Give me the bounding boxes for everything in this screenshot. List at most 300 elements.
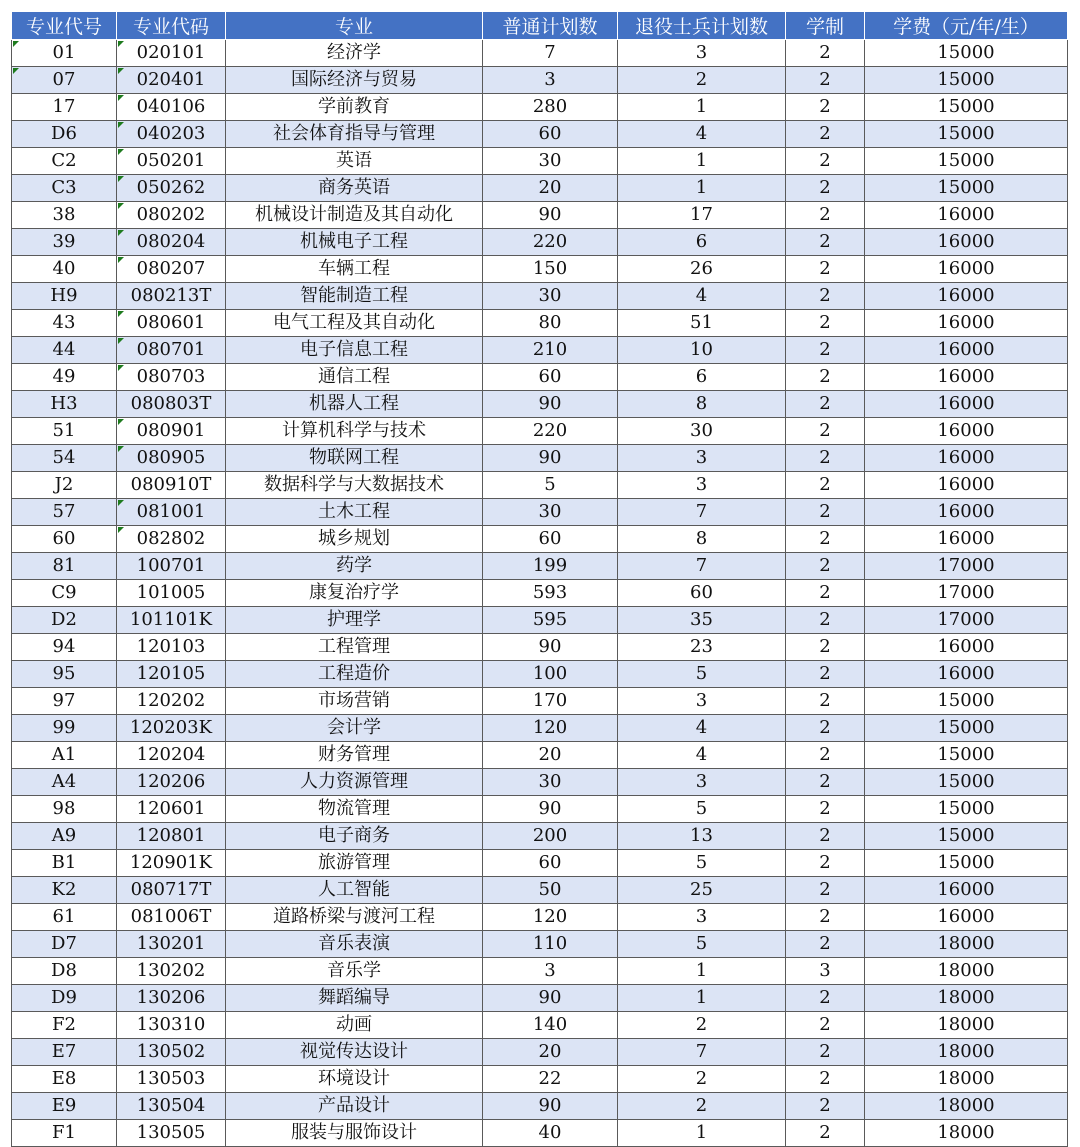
major-name-cell: 护理学 <box>226 607 483 634</box>
tuition-cell: 18000 <box>865 1093 1068 1120</box>
table-row <box>12 364 1068 391</box>
major-code-cell: 080213T <box>117 283 226 310</box>
major-id-cell: 99 <box>12 715 117 742</box>
major-name-cell: 动画 <box>226 1012 483 1039</box>
duration-cell: 2 <box>786 823 865 850</box>
regular-plan-cell: 110 <box>483 931 618 958</box>
major-code-cell: 120202 <box>117 688 226 715</box>
regular-plan-cell: 7 <box>483 40 618 67</box>
major-code-cell: 040203 <box>117 121 226 148</box>
duration-cell: 2 <box>786 175 865 202</box>
major-id-cell: 61 <box>12 904 117 931</box>
duration-cell: 2 <box>786 715 865 742</box>
tuition-cell: 16000 <box>865 256 1068 283</box>
table-row <box>12 931 1068 958</box>
major-name-cell: 市场营销 <box>226 688 483 715</box>
duration-cell: 2 <box>786 202 865 229</box>
veteran-plan-cell: 6 <box>618 364 786 391</box>
major-name-cell: 产品设计 <box>226 1093 483 1120</box>
admission-plan-table <box>11 11 1068 1147</box>
regular-plan-cell: 30 <box>483 148 618 175</box>
duration-cell: 2 <box>786 985 865 1012</box>
veteran-plan-cell: 4 <box>618 121 786 148</box>
duration-cell: 2 <box>786 256 865 283</box>
duration-cell: 2 <box>786 229 865 256</box>
regular-plan-cell: 60 <box>483 526 618 553</box>
major-code-cell: 120801 <box>117 823 226 850</box>
table-row <box>12 94 1068 121</box>
major-id-cell: B1 <box>12 850 117 877</box>
major-code-cell: 081001 <box>117 499 226 526</box>
regular-plan-cell: 140 <box>483 1012 618 1039</box>
table-row <box>12 121 1068 148</box>
major-code-cell: 050201 <box>117 148 226 175</box>
table-row <box>12 175 1068 202</box>
major-code-cell: 100701 <box>117 553 226 580</box>
major-id-cell: 51 <box>12 418 117 445</box>
duration-cell: 2 <box>786 1120 865 1147</box>
regular-plan-cell: 90 <box>483 202 618 229</box>
veteran-plan-cell: 23 <box>618 634 786 661</box>
tuition-cell: 16000 <box>865 391 1068 418</box>
tuition-cell: 18000 <box>865 1066 1068 1093</box>
table-row <box>12 256 1068 283</box>
table-row <box>12 1066 1068 1093</box>
regular-plan-cell: 30 <box>483 769 618 796</box>
regular-plan-cell: 22 <box>483 1066 618 1093</box>
veteran-plan-cell: 1 <box>618 94 786 121</box>
veteran-plan-cell: 1 <box>618 985 786 1012</box>
major-name-cell: 工程造价 <box>226 661 483 688</box>
major-id-cell: 39 <box>12 229 117 256</box>
major-code-cell: 130502 <box>117 1039 226 1066</box>
veteran-plan-cell: 5 <box>618 796 786 823</box>
major-id-cell: 81 <box>12 553 117 580</box>
table-row <box>12 229 1068 256</box>
header-row <box>12 12 1068 40</box>
major-code-cell: 120203K <box>117 715 226 742</box>
tuition-cell: 16000 <box>865 634 1068 661</box>
major-code-cell: 130503 <box>117 1066 226 1093</box>
major-code-cell: 080207 <box>117 256 226 283</box>
duration-cell: 2 <box>786 1093 865 1120</box>
header-major-code: 专业代码 <box>117 12 226 40</box>
major-id-cell: 40 <box>12 256 117 283</box>
tuition-cell: 16000 <box>865 337 1068 364</box>
header-tuition: 学费（元/年/生） <box>865 12 1068 40</box>
regular-plan-cell: 50 <box>483 877 618 904</box>
major-id-cell: 44 <box>12 337 117 364</box>
table-row <box>12 742 1068 769</box>
major-id-cell: C9 <box>12 580 117 607</box>
table-row <box>12 337 1068 364</box>
major-name-cell: 药学 <box>226 553 483 580</box>
duration-cell: 2 <box>786 580 865 607</box>
duration-cell: 2 <box>786 526 865 553</box>
regular-plan-cell: 200 <box>483 823 618 850</box>
major-name-cell: 社会体育指导与管理 <box>226 121 483 148</box>
table-row <box>12 499 1068 526</box>
duration-cell: 2 <box>786 688 865 715</box>
regular-plan-cell: 20 <box>483 175 618 202</box>
veteran-plan-cell: 4 <box>618 715 786 742</box>
regular-plan-cell: 210 <box>483 337 618 364</box>
regular-plan-cell: 199 <box>483 553 618 580</box>
duration-cell: 2 <box>786 904 865 931</box>
tuition-cell: 16000 <box>865 202 1068 229</box>
tuition-cell: 18000 <box>865 985 1068 1012</box>
table-row <box>12 67 1068 94</box>
veteran-plan-cell: 13 <box>618 823 786 850</box>
table-row <box>12 769 1068 796</box>
tuition-cell: 18000 <box>865 958 1068 985</box>
major-id-cell: C2 <box>12 148 117 175</box>
regular-plan-cell: 60 <box>483 850 618 877</box>
major-name-cell: 学前教育 <box>226 94 483 121</box>
major-name-cell: 环境设计 <box>226 1066 483 1093</box>
tuition-cell: 15000 <box>865 823 1068 850</box>
veteran-plan-cell: 1 <box>618 1120 786 1147</box>
duration-cell: 2 <box>786 769 865 796</box>
veteran-plan-cell: 3 <box>618 445 786 472</box>
major-id-cell: E9 <box>12 1093 117 1120</box>
duration-cell: 2 <box>786 1012 865 1039</box>
table-row <box>12 310 1068 337</box>
regular-plan-cell: 90 <box>483 1093 618 1120</box>
major-name-cell: 国际经济与贸易 <box>226 67 483 94</box>
tuition-cell: 16000 <box>865 472 1068 499</box>
duration-cell: 2 <box>786 1039 865 1066</box>
major-code-cell: 080901 <box>117 418 226 445</box>
tuition-cell: 17000 <box>865 607 1068 634</box>
duration-cell: 2 <box>786 607 865 634</box>
major-name-cell: 会计学 <box>226 715 483 742</box>
header-major-id: 专业代号 <box>12 12 117 40</box>
table-row <box>12 958 1068 985</box>
tuition-cell: 15000 <box>865 796 1068 823</box>
table-row <box>12 850 1068 877</box>
regular-plan-cell: 80 <box>483 310 618 337</box>
major-code-cell: 120901K <box>117 850 226 877</box>
major-id-cell: K2 <box>12 877 117 904</box>
table-body <box>12 40 1068 1147</box>
table-row <box>12 904 1068 931</box>
veteran-plan-cell: 7 <box>618 1039 786 1066</box>
major-id-cell: C3 <box>12 175 117 202</box>
regular-plan-cell: 3 <box>483 67 618 94</box>
duration-cell: 2 <box>786 931 865 958</box>
major-name-cell: 物联网工程 <box>226 445 483 472</box>
veteran-plan-cell: 4 <box>618 283 786 310</box>
major-name-cell: 旅游管理 <box>226 850 483 877</box>
table-row <box>12 1120 1068 1147</box>
tuition-cell: 16000 <box>865 661 1068 688</box>
regular-plan-cell: 30 <box>483 499 618 526</box>
major-name-cell: 计算机科学与技术 <box>226 418 483 445</box>
regular-plan-cell: 90 <box>483 445 618 472</box>
major-code-cell: 080717T <box>117 877 226 904</box>
veteran-plan-cell: 1 <box>618 958 786 985</box>
major-name-cell: 道路桥梁与渡河工程 <box>226 904 483 931</box>
duration-cell: 2 <box>786 148 865 175</box>
table-row <box>12 634 1068 661</box>
tuition-cell: 15000 <box>865 175 1068 202</box>
major-code-cell: 130505 <box>117 1120 226 1147</box>
major-code-cell: 130504 <box>117 1093 226 1120</box>
table-row <box>12 391 1068 418</box>
major-name-cell: 音乐学 <box>226 958 483 985</box>
major-id-cell: 43 <box>12 310 117 337</box>
veteran-plan-cell: 3 <box>618 472 786 499</box>
major-code-cell: 080803T <box>117 391 226 418</box>
major-name-cell: 通信工程 <box>226 364 483 391</box>
major-name-cell: 服装与服饰设计 <box>226 1120 483 1147</box>
veteran-plan-cell: 3 <box>618 40 786 67</box>
tuition-cell: 15000 <box>865 148 1068 175</box>
major-code-cell: 130310 <box>117 1012 226 1039</box>
major-code-cell: 120105 <box>117 661 226 688</box>
veteran-plan-cell: 2 <box>618 67 786 94</box>
major-id-cell: D9 <box>12 985 117 1012</box>
table-row <box>12 1093 1068 1120</box>
tuition-cell: 16000 <box>865 364 1068 391</box>
veteran-plan-cell: 60 <box>618 580 786 607</box>
major-code-cell: 120204 <box>117 742 226 769</box>
tuition-cell: 17000 <box>865 553 1068 580</box>
tuition-cell: 16000 <box>865 445 1068 472</box>
major-id-cell: E7 <box>12 1039 117 1066</box>
veteran-plan-cell: 6 <box>618 229 786 256</box>
duration-cell: 2 <box>786 391 865 418</box>
veteran-plan-cell: 1 <box>618 148 786 175</box>
major-name-cell: 机器人工程 <box>226 391 483 418</box>
major-code-cell: 040106 <box>117 94 226 121</box>
regular-plan-cell: 593 <box>483 580 618 607</box>
table-row <box>12 472 1068 499</box>
header-duration: 学制 <box>786 12 865 40</box>
major-id-cell: 94 <box>12 634 117 661</box>
table-row <box>12 40 1068 67</box>
regular-plan-cell: 20 <box>483 1039 618 1066</box>
veteran-plan-cell: 10 <box>618 337 786 364</box>
duration-cell: 2 <box>786 850 865 877</box>
duration-cell: 2 <box>786 40 865 67</box>
table-row <box>12 445 1068 472</box>
major-code-cell: 081006T <box>117 904 226 931</box>
table-row <box>12 148 1068 175</box>
table-row <box>12 418 1068 445</box>
regular-plan-cell: 60 <box>483 121 618 148</box>
regular-plan-cell: 595 <box>483 607 618 634</box>
regular-plan-cell: 150 <box>483 256 618 283</box>
major-name-cell: 人力资源管理 <box>226 769 483 796</box>
table-row <box>12 1012 1068 1039</box>
veteran-plan-cell: 25 <box>618 877 786 904</box>
major-id-cell: 97 <box>12 688 117 715</box>
veteran-plan-cell: 5 <box>618 931 786 958</box>
duration-cell: 2 <box>786 337 865 364</box>
veteran-plan-cell: 4 <box>618 742 786 769</box>
major-id-cell: 60 <box>12 526 117 553</box>
major-code-cell: 050262 <box>117 175 226 202</box>
veteran-plan-cell: 3 <box>618 904 786 931</box>
tuition-cell: 16000 <box>865 877 1068 904</box>
major-id-cell: 17 <box>12 94 117 121</box>
major-name-cell: 电子商务 <box>226 823 483 850</box>
veteran-plan-cell: 5 <box>618 850 786 877</box>
regular-plan-cell: 170 <box>483 688 618 715</box>
table-row <box>12 985 1068 1012</box>
duration-cell: 2 <box>786 499 865 526</box>
veteran-plan-cell: 17 <box>618 202 786 229</box>
tuition-cell: 16000 <box>865 499 1068 526</box>
major-code-cell: 101005 <box>117 580 226 607</box>
regular-plan-cell: 100 <box>483 661 618 688</box>
tuition-cell: 17000 <box>865 580 1068 607</box>
major-id-cell: F1 <box>12 1120 117 1147</box>
regular-plan-cell: 90 <box>483 985 618 1012</box>
major-name-cell: 音乐表演 <box>226 931 483 958</box>
major-code-cell: 120601 <box>117 796 226 823</box>
major-code-cell: 080701 <box>117 337 226 364</box>
tuition-cell: 16000 <box>865 418 1068 445</box>
tuition-cell: 18000 <box>865 931 1068 958</box>
major-id-cell: 49 <box>12 364 117 391</box>
table-row <box>12 688 1068 715</box>
major-code-cell: 080202 <box>117 202 226 229</box>
major-code-cell: 130202 <box>117 958 226 985</box>
major-id-cell: 98 <box>12 796 117 823</box>
duration-cell: 3 <box>786 958 865 985</box>
regular-plan-cell: 120 <box>483 904 618 931</box>
duration-cell: 2 <box>786 418 865 445</box>
major-name-cell: 电子信息工程 <box>226 337 483 364</box>
major-name-cell: 经济学 <box>226 40 483 67</box>
major-code-cell: 020101 <box>117 40 226 67</box>
tuition-cell: 18000 <box>865 1120 1068 1147</box>
major-code-cell: 080601 <box>117 310 226 337</box>
major-name-cell: 人工智能 <box>226 877 483 904</box>
veteran-plan-cell: 26 <box>618 256 786 283</box>
major-id-cell: D6 <box>12 121 117 148</box>
duration-cell: 2 <box>786 796 865 823</box>
major-name-cell: 电气工程及其自动化 <box>226 310 483 337</box>
duration-cell: 2 <box>786 742 865 769</box>
table-row <box>12 796 1068 823</box>
regular-plan-cell: 280 <box>483 94 618 121</box>
regular-plan-cell: 3 <box>483 958 618 985</box>
table-row <box>12 823 1068 850</box>
header-veteran-plan: 退役士兵计划数 <box>618 12 786 40</box>
major-name-cell: 机械设计制造及其自动化 <box>226 202 483 229</box>
regular-plan-cell: 40 <box>483 1120 618 1147</box>
veteran-plan-cell: 3 <box>618 688 786 715</box>
regular-plan-cell: 220 <box>483 418 618 445</box>
veteran-plan-cell: 8 <box>618 526 786 553</box>
regular-plan-cell: 120 <box>483 715 618 742</box>
tuition-cell: 15000 <box>865 67 1068 94</box>
duration-cell: 2 <box>786 121 865 148</box>
major-code-cell: 080204 <box>117 229 226 256</box>
tuition-cell: 16000 <box>865 904 1068 931</box>
duration-cell: 2 <box>786 553 865 580</box>
major-id-cell: 07 <box>12 67 117 94</box>
duration-cell: 2 <box>786 364 865 391</box>
major-code-cell: 120206 <box>117 769 226 796</box>
major-id-cell: 57 <box>12 499 117 526</box>
duration-cell: 2 <box>786 67 865 94</box>
tuition-cell: 16000 <box>865 229 1068 256</box>
table-row <box>12 526 1068 553</box>
table-row <box>12 553 1068 580</box>
regular-plan-cell: 90 <box>483 391 618 418</box>
veteran-plan-cell: 7 <box>618 499 786 526</box>
tuition-cell: 18000 <box>865 1012 1068 1039</box>
tuition-cell: 15000 <box>865 40 1068 67</box>
tuition-cell: 15000 <box>865 121 1068 148</box>
duration-cell: 2 <box>786 472 865 499</box>
regular-plan-cell: 30 <box>483 283 618 310</box>
major-id-cell: 54 <box>12 445 117 472</box>
veteran-plan-cell: 2 <box>618 1093 786 1120</box>
duration-cell: 2 <box>786 1066 865 1093</box>
major-code-cell: 080910T <box>117 472 226 499</box>
tuition-cell: 15000 <box>865 742 1068 769</box>
regular-plan-cell: 90 <box>483 796 618 823</box>
major-id-cell: A1 <box>12 742 117 769</box>
tuition-cell: 15000 <box>865 769 1068 796</box>
major-name-cell: 土木工程 <box>226 499 483 526</box>
major-name-cell: 数据科学与大数据技术 <box>226 472 483 499</box>
major-id-cell: E8 <box>12 1066 117 1093</box>
regular-plan-cell: 60 <box>483 364 618 391</box>
major-code-cell: 020401 <box>117 67 226 94</box>
table-row <box>12 580 1068 607</box>
major-code-cell: 082802 <box>117 526 226 553</box>
major-id-cell: 01 <box>12 40 117 67</box>
major-id-cell: D7 <box>12 931 117 958</box>
major-id-cell: A4 <box>12 769 117 796</box>
veteran-plan-cell: 2 <box>618 1066 786 1093</box>
major-name-cell: 英语 <box>226 148 483 175</box>
major-id-cell: A9 <box>12 823 117 850</box>
major-code-cell: 080905 <box>117 445 226 472</box>
major-code-cell: 080703 <box>117 364 226 391</box>
table-row <box>12 1039 1068 1066</box>
tuition-cell: 18000 <box>865 1039 1068 1066</box>
veteran-plan-cell: 30 <box>618 418 786 445</box>
tuition-cell: 16000 <box>865 283 1068 310</box>
major-code-cell: 130206 <box>117 985 226 1012</box>
duration-cell: 2 <box>786 310 865 337</box>
major-name-cell: 智能制造工程 <box>226 283 483 310</box>
header-regular-plan: 普通计划数 <box>483 12 618 40</box>
major-name-cell: 城乡规划 <box>226 526 483 553</box>
header-major-name: 专业 <box>226 12 483 40</box>
major-code-cell: 101101K <box>117 607 226 634</box>
table-row <box>12 877 1068 904</box>
major-name-cell: 舞蹈编导 <box>226 985 483 1012</box>
major-name-cell: 康复治疗学 <box>226 580 483 607</box>
major-name-cell: 车辆工程 <box>226 256 483 283</box>
major-name-cell: 物流管理 <box>226 796 483 823</box>
major-id-cell: 38 <box>12 202 117 229</box>
major-name-cell: 机械电子工程 <box>226 229 483 256</box>
major-id-cell: H9 <box>12 283 117 310</box>
tuition-cell: 15000 <box>865 850 1068 877</box>
major-code-cell: 130201 <box>117 931 226 958</box>
major-id-cell: H3 <box>12 391 117 418</box>
